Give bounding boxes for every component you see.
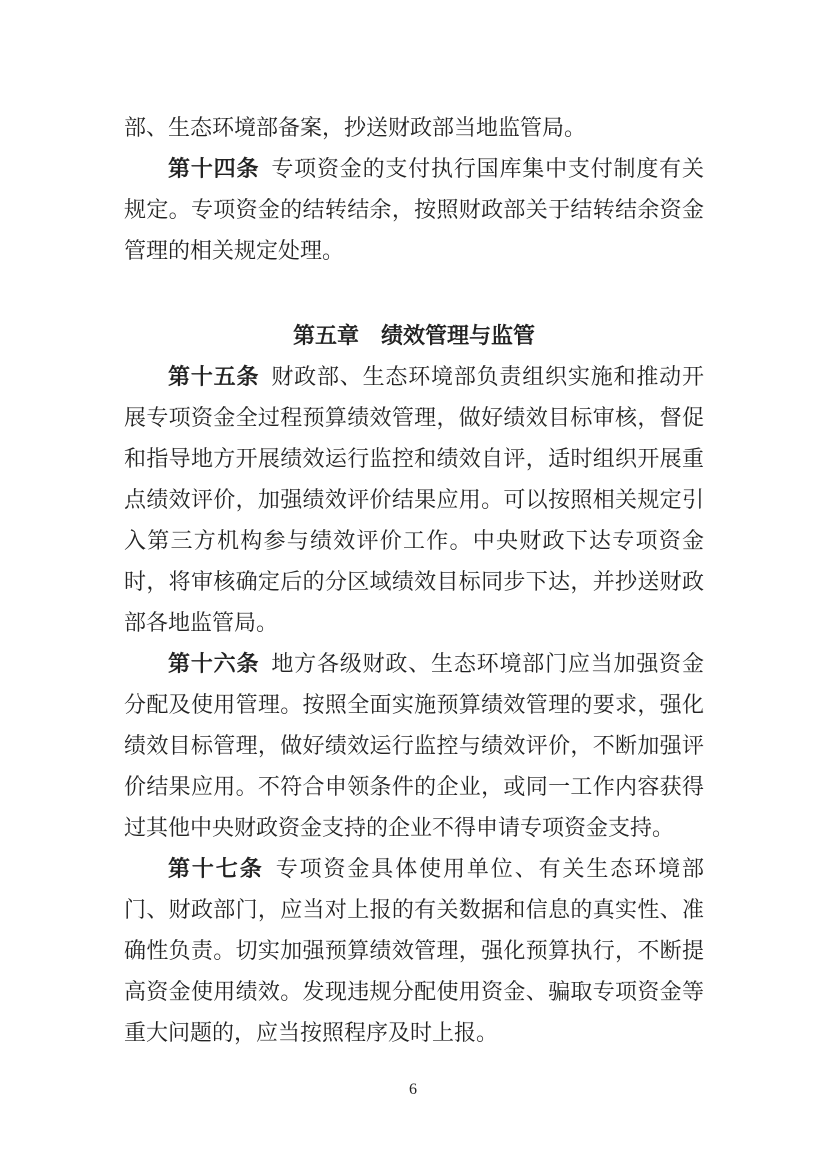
- article-14-paragraph: [124, 148, 704, 271]
- paragraph-continuation: 部、生态环境部备案，抄送财政部当地监管局。: [124, 115, 587, 140]
- article-16-text: 地方各级财政、生态环境部门应当加强资金分配及使用管理。按照全面实施预算绩效管理的要求，强化绩效目标管理，做好绩效运行监控与绩效评价，不断加强评价结果应用。不符合申领条件的企业，或同一工作内容获得过其他中央财政资金支持的企业不得申请专项资金支持。: [124, 651, 704, 840]
- chapter-heading: 第五章 绩效管理与监管: [292, 323, 535, 348]
- article-15-text: 财政部、生态环境部负责组织实施和推动开展专项资金全过程预算绩效管理，做好绩效目标审核，督促和指导地方开展绩效运行监控和绩效自评，适时组织开展重点绩效评价，加强绩效评价结果应用。可以按照相关规定引入第三方机构参与绩效评价工作。中央财政下达专项资金时，将审核确定后的分区域绩效目标同步下达，并抄送财政部各地监管局。: [124, 364, 704, 635]
- article-14-text: 专项资金的支付执行国库集中支付制度有关规定。专项资金的结转结余，按照财政部关于结转结余资金管理的相关规定处理。: [124, 156, 704, 263]
- article-14-term: 第十四条: [168, 156, 260, 181]
- page-number: 6: [409, 1081, 417, 1098]
- document-body: [124, 107, 704, 1053]
- article-17-paragraph: [124, 848, 704, 1053]
- article-16-term: 第十六条: [168, 651, 260, 676]
- article-16-paragraph: [124, 643, 704, 848]
- article-17-text: 专项资金具体使用单位、有关生态环境部门、财政部门，应当对上报的有关数据和信息的真实性、准确性负责。切实加强预算绩效管理，强化预算执行，不断提高资金使用绩效。发现违规分配使用资金、骗取专项资金等重大问题的，应当按照程序及时上报。: [124, 856, 704, 1045]
- article-15-paragraph: [124, 356, 704, 643]
- article-15-term: 第十五条: [168, 364, 260, 389]
- article-17-term: 第十七条: [168, 856, 264, 881]
